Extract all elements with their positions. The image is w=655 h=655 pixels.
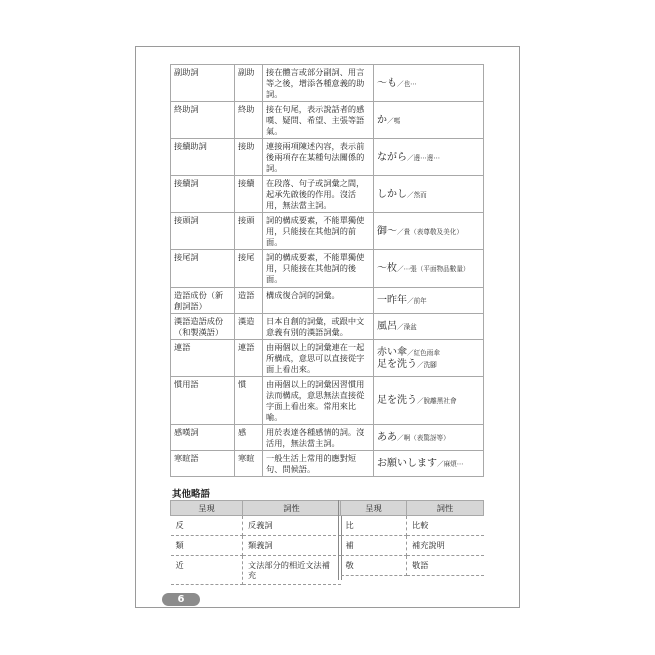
- abbr-key: 敬: [341, 556, 407, 576]
- term-cell: 接尾詞: [171, 250, 235, 288]
- abbr-cell: 漢造: [235, 314, 263, 340]
- table-row: [171, 250, 484, 288]
- definition-cell: 接在體言或部分副詞、用言等之後，增添各種意義的助詞。: [263, 65, 374, 102]
- abbr-key: 補: [341, 536, 407, 556]
- example-cell: [374, 425, 484, 451]
- example-cell: [374, 250, 484, 288]
- abbr-cell: 造語: [235, 288, 263, 314]
- example-cell: [374, 139, 484, 176]
- term-cell: 接續詞: [171, 176, 235, 213]
- abbr-value: 文法部分的相近文法補充: [243, 556, 341, 585]
- term-cell: 副助詞: [171, 65, 235, 102]
- example-cell: [374, 176, 484, 213]
- example-translation: ／嗎: [387, 116, 401, 125]
- abbr-cell: 寒暄: [235, 451, 263, 477]
- example-word: 足を洗う: [377, 358, 417, 370]
- abbr-cell: 副助: [235, 65, 263, 102]
- header-row: [171, 501, 341, 516]
- abbr-cell: 終助: [235, 102, 263, 139]
- table-row: [171, 425, 484, 451]
- example-translation: ／麻煩⋯: [437, 460, 464, 468]
- abbr-value: 反義詞: [243, 516, 341, 536]
- term-cell: 造語成份（新創詞語）: [171, 288, 235, 314]
- table-row: [341, 536, 484, 556]
- example-translation: ／也⋯: [397, 79, 417, 88]
- example-translation: ／前年: [407, 297, 427, 305]
- table-row: [171, 314, 484, 340]
- definition-cell: 連接兩項陳述內容，表示前後兩項存在某種句法關係的詞。: [263, 139, 374, 176]
- part-of-speech-table: [170, 64, 484, 477]
- other-abbreviations-title: 其他略語: [172, 489, 211, 500]
- example-word: 御〜: [377, 225, 397, 237]
- term-cell: 接頭詞: [171, 213, 235, 250]
- example-translation: ／邊⋯邊⋯: [407, 153, 440, 162]
- example-word: 〜枚: [377, 263, 397, 274]
- example-cell: [374, 340, 484, 377]
- abbr-value: 敬語: [407, 556, 484, 576]
- definition-cell: 詞的構成要素，不能單獨使用，只能接在其他詞的後面。: [263, 250, 374, 288]
- abbr-cell: 接尾: [235, 250, 263, 288]
- example-word: お願いします: [377, 458, 437, 469]
- example-translation: ／⋯張（平面物品數量）: [397, 265, 470, 273]
- example-cell: [374, 451, 484, 477]
- table-row: [341, 556, 484, 576]
- abbr-key: 比: [341, 516, 407, 536]
- definition-cell: 詞的構成要素，不能單獨使用，只能接在其他詞的前面。: [263, 213, 374, 250]
- example-cell: [374, 377, 484, 425]
- definition-cell: 用於表達各種感情的詞。沒活用，無法當主詞。: [263, 425, 374, 451]
- example-translation: ／洗腳: [417, 360, 437, 369]
- example-word: 赤い傘: [377, 346, 407, 358]
- table-row: [171, 65, 484, 102]
- definition-cell: 一般生活上常用的應對短句、問候語。: [263, 451, 374, 477]
- abbreviation-table-right: [340, 500, 484, 576]
- abbr-cell: 接頭: [235, 213, 263, 250]
- abbr-value: 比較: [407, 516, 484, 536]
- example-translation: ／紅色雨傘: [407, 348, 440, 357]
- term-cell: 連語: [171, 340, 235, 377]
- term-cell: 終助詞: [171, 102, 235, 139]
- column-header-pos: 詞性: [243, 501, 341, 516]
- example-line: [377, 347, 480, 359]
- table-row: [171, 288, 484, 314]
- abbr-value: 類義詞: [243, 536, 341, 556]
- example-line: [377, 359, 480, 371]
- definition-cell: 由兩個以上的詞彙連在一起所構成，意思可以直接從字面上看出來。: [263, 340, 374, 377]
- term-cell: 感嘆詞: [171, 425, 235, 451]
- example-word: ああ: [377, 432, 397, 443]
- table-row: [171, 516, 341, 536]
- example-cell: [374, 102, 484, 139]
- table-row: [171, 102, 484, 139]
- abbr-value: 補充說明: [407, 536, 484, 556]
- example-cell: [374, 288, 484, 314]
- abbr-cell: 連語: [235, 340, 263, 377]
- example-cell: [374, 314, 484, 340]
- abbr-key: 近: [171, 556, 243, 585]
- example-word: ながら: [377, 151, 407, 163]
- example-translation: ／澡盆: [397, 323, 417, 331]
- example-translation: ／啊（表驚訝等）: [397, 434, 450, 442]
- other-abbreviations: [170, 500, 483, 582]
- abbr-cell: 接續: [235, 176, 263, 213]
- example-cell: [374, 65, 484, 102]
- term-cell: 漢語造語成份（和製漢語）: [171, 314, 235, 340]
- table-row: [171, 139, 484, 176]
- abbr-cell: 慣: [235, 377, 263, 425]
- example-translation: ／脫離黑社會: [417, 397, 457, 405]
- table-row: [171, 451, 484, 477]
- column-header-display: 呈現: [171, 501, 243, 516]
- header-row: [341, 501, 484, 516]
- abbr-key: 類: [171, 536, 243, 556]
- table-row: [171, 536, 341, 556]
- example-word: 一昨年: [377, 295, 407, 306]
- table-row: [341, 516, 484, 536]
- abbreviation-table-left: [170, 500, 341, 585]
- definition-cell: 構成復合詞的詞彙。: [263, 288, 374, 314]
- example-word: か: [377, 114, 387, 126]
- example-cell: [374, 213, 484, 250]
- table-row: [171, 213, 484, 250]
- example-translation: ／然而: [407, 190, 427, 199]
- example-word: 足を洗う: [377, 395, 417, 406]
- example-word: 〜も: [377, 77, 397, 89]
- definition-cell: 由兩個以上的詞彙因習慣用法而構成，意思無法直接從字面上看出來。常用來比喻。: [263, 377, 374, 425]
- example-word: しかし: [377, 188, 407, 200]
- example-translation: ／貴（表尊敬及美化）: [397, 227, 463, 236]
- term-cell: 接續助詞: [171, 139, 235, 176]
- term-cell: 寒暄語: [171, 451, 235, 477]
- table-row: [171, 340, 484, 377]
- example-word: 風呂: [377, 321, 397, 332]
- column-header-pos: 詞性: [407, 501, 484, 516]
- column-header-display: 呈現: [341, 501, 407, 516]
- abbr-cell: 接助: [235, 139, 263, 176]
- table-row: [171, 556, 341, 585]
- table-row: [171, 176, 484, 213]
- table-row: [171, 377, 484, 425]
- page-number: 6: [162, 593, 200, 606]
- abbr-key: 反: [171, 516, 243, 536]
- definition-cell: 在段落、句子或詞彙之間，起承先啟後的作用。沒活用，無法當主詞。: [263, 176, 374, 213]
- definition-cell: 日本自創的詞彙，或跟中文意義有別的漢語詞彙。: [263, 314, 374, 340]
- term-cell: 慣用語: [171, 377, 235, 425]
- definition-cell: 接在句尾，表示說話者的感嘆、疑問、希望、主張等語氣。: [263, 102, 374, 139]
- abbr-cell: 感: [235, 425, 263, 451]
